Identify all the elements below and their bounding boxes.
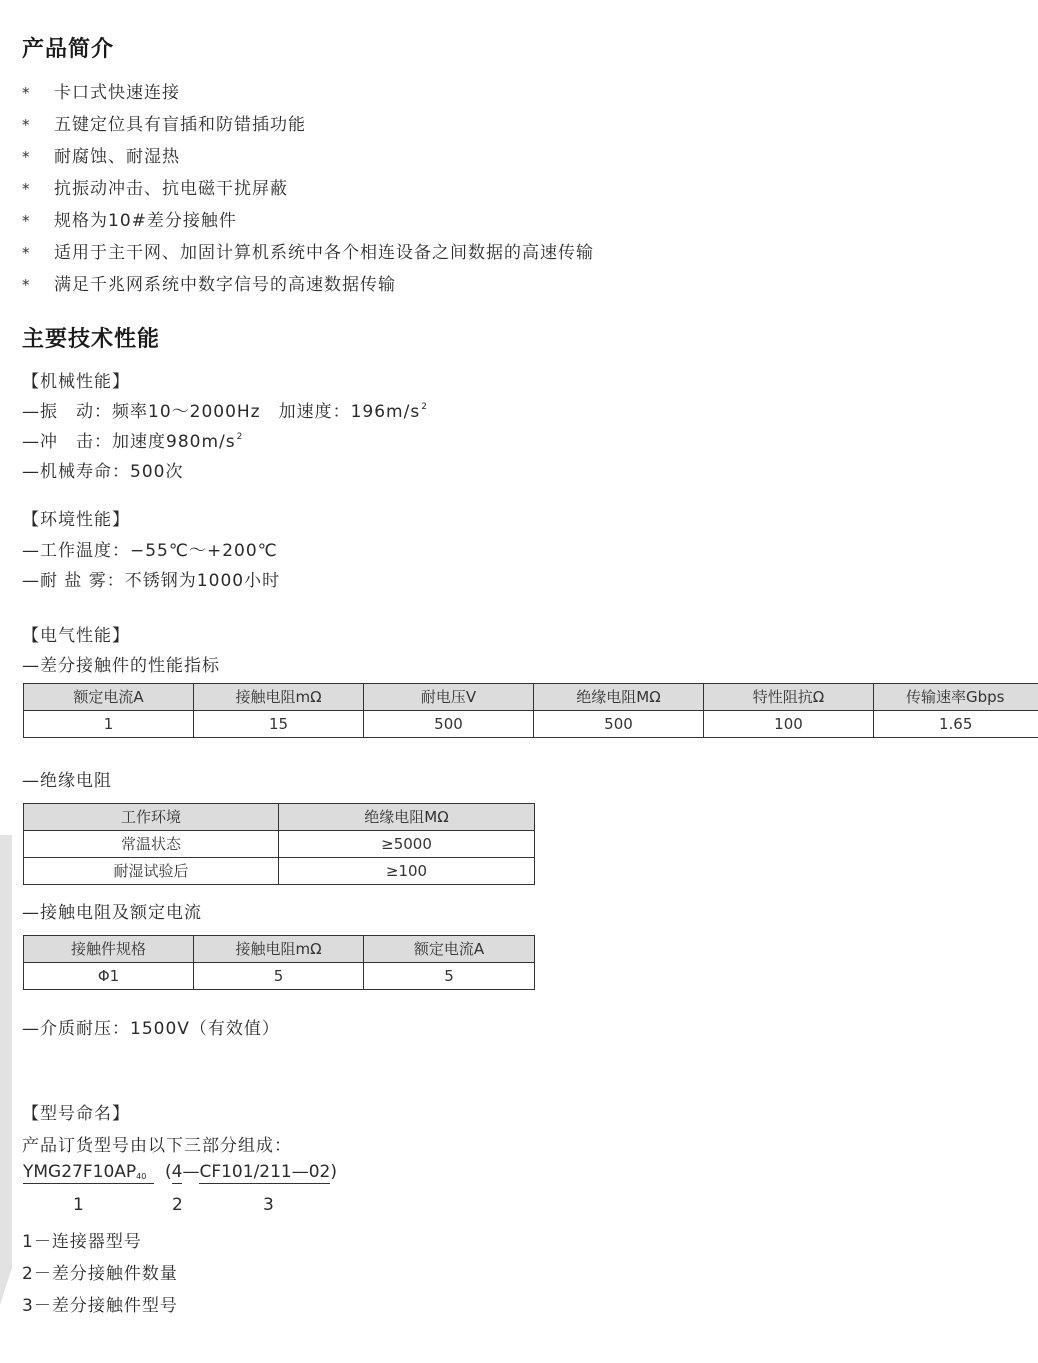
asterisk-icon: * — [22, 180, 30, 198]
insulation-table — [23, 803, 535, 885]
naming-heading: 【型号命名】 — [22, 1104, 130, 1124]
bullet-text: 满足千兆网系统中数字信号的高速数据传输 — [54, 275, 396, 295]
side-tab-strip — [0, 835, 12, 1305]
column-header: 绝缘电阻MΩ — [534, 684, 704, 711]
model-part-2: 4 — [171, 1162, 183, 1182]
specs-title: 主要技术性能 — [22, 327, 161, 352]
table-cell: 100 — [704, 711, 874, 738]
diff-contact-table — [23, 683, 1038, 738]
contact-caption: —接触电阻及额定电流 — [22, 903, 202, 923]
open-paren: ( — [165, 1162, 172, 1182]
vibration-spec — [22, 397, 428, 422]
electrical-heading: 【电气性能】 — [22, 626, 130, 646]
table-cell: 500 — [534, 711, 704, 738]
index-label-3: 3 — [263, 1195, 275, 1215]
column-header: 接触电阻mΩ — [194, 684, 364, 711]
table-cell: 5 — [194, 963, 364, 990]
table-row — [24, 831, 535, 858]
column-header: 绝缘电阻MΩ — [279, 804, 535, 831]
legend-item: 1－连接器型号 — [22, 1232, 142, 1252]
bullet-text: 抗振动冲击、抗电磁干扰屏蔽 — [54, 179, 288, 199]
table-header-row — [24, 936, 535, 963]
table-row — [24, 963, 535, 990]
part-1-text: YMG27F10AP — [23, 1162, 137, 1182]
environmental-heading: 【环境性能】 — [22, 510, 130, 530]
dash: — — [182, 1162, 200, 1182]
column-header: 接触件规格 — [24, 936, 194, 963]
shock-text: —冲 击：加速度980m/s — [22, 432, 236, 452]
table-row — [24, 711, 1038, 738]
asterisk-icon: * — [22, 84, 30, 102]
dielectric-spec: —介质耐压：1500V（有效值） — [22, 1019, 280, 1039]
column-header: 传输速率Gbps — [874, 684, 1038, 711]
bullet-text: 规格为10#差分接触件 — [54, 211, 237, 231]
mechanical-heading: 【机械性能】 — [22, 372, 130, 392]
legend-item: 2－差分接触件数量 — [22, 1264, 178, 1284]
model-part-3: CF101/211—02 — [199, 1162, 331, 1182]
column-header: 额定电流A — [364, 936, 535, 963]
index-label-2: 2 — [172, 1195, 184, 1215]
table-cell: 耐湿试验后 — [24, 858, 279, 885]
diff-table-caption: —差分接触件的性能指标 — [22, 656, 220, 676]
model-part-2-group — [165, 1162, 337, 1182]
table-cell: Φ1 — [24, 963, 194, 990]
table-cell: 1 — [24, 711, 194, 738]
asterisk-icon: * — [22, 212, 30, 230]
table-row — [24, 858, 535, 885]
bullet-text: 卡口式快速连接 — [54, 83, 180, 103]
bullet-text: 适用于主干网、加固计算机系统中各个相连设备之间数据的高速传输 — [54, 243, 594, 263]
shock-spec — [22, 427, 243, 452]
column-header: 额定电流A — [24, 684, 194, 711]
vibration-text: —振 动：频率10～2000Hz 加速度：196m/s — [22, 402, 421, 422]
salt-spray-spec: —耐 盐 雾：不锈钢为1000小时 — [22, 571, 281, 591]
table-header-row — [24, 804, 535, 831]
table-cell: 1.65 — [874, 711, 1038, 738]
exponent: 2 — [236, 432, 244, 442]
asterisk-icon: * — [22, 148, 30, 166]
table-cell: 5 — [364, 963, 535, 990]
table-cell: 15 — [194, 711, 364, 738]
column-header: 耐电压V — [364, 684, 534, 711]
contact-table — [23, 935, 535, 990]
column-header: 接触电阻mΩ — [194, 936, 364, 963]
table-cell: ≥100 — [279, 858, 535, 885]
life-spec: —机械寿命：500次 — [22, 462, 184, 482]
exponent: 2 — [421, 402, 428, 412]
model-code — [23, 1162, 154, 1184]
insulation-caption: —绝缘电阻 — [22, 771, 112, 791]
bullet-text: 耐腐蚀、耐湿热 — [54, 147, 180, 167]
close-paren: ) — [330, 1162, 338, 1182]
model-part-1 — [23, 1162, 154, 1184]
table-cell: ≥5000 — [279, 831, 535, 858]
column-header: 特性阻抗Ω — [704, 684, 874, 711]
table-cell: 500 — [364, 711, 534, 738]
asterisk-icon: * — [22, 244, 30, 262]
asterisk-icon: * — [22, 276, 30, 294]
table-cell: 常温状态 — [24, 831, 279, 858]
intro-title: 产品简介 — [22, 37, 115, 62]
temperature-spec: —工作温度：−55℃～+200℃ — [22, 541, 278, 561]
naming-intro: 产品订货型号由以下三部分组成： — [22, 1136, 292, 1156]
bullet-text: 五键定位具有盲插和防错插功能 — [54, 115, 306, 135]
legend-item: 3－差分接触件型号 — [22, 1296, 178, 1316]
column-header: 工作环境 — [24, 804, 279, 831]
part-1-subscript: 40 — [136, 1172, 147, 1181]
asterisk-icon: * — [22, 116, 30, 134]
index-label-1: 1 — [73, 1195, 85, 1215]
table-header-row — [24, 684, 1038, 711]
